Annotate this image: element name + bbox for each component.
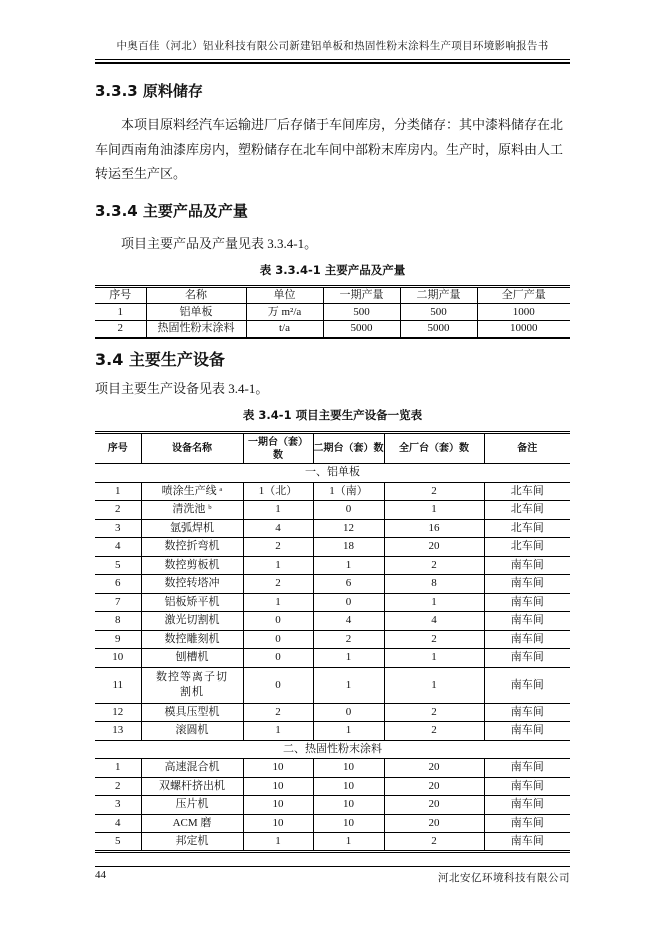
table-cell: 8	[95, 612, 141, 631]
column-header: 二期产量	[400, 287, 477, 304]
table-row	[95, 593, 570, 612]
column-header: 全厂产量	[477, 287, 570, 304]
table-cell: 1	[95, 304, 146, 321]
table-cell: 1	[384, 501, 484, 520]
table-cell: 0	[243, 612, 313, 631]
table-cell: 北车间	[484, 519, 570, 538]
table-cell: 南车间	[484, 777, 570, 796]
table-header-row	[95, 287, 570, 304]
table-cell: 2	[384, 703, 484, 722]
table-cell: 2	[384, 556, 484, 575]
table-cell: 铝单板	[146, 304, 246, 321]
table-cell: 9	[95, 630, 141, 649]
heading-3-3-4: 3.3.4 主要产品及产量	[95, 202, 248, 220]
table-row	[95, 612, 570, 631]
table-cell: 南车间	[484, 703, 570, 722]
table-cell: 喷涂生产线 ᵃ	[141, 482, 243, 501]
table-row	[95, 777, 570, 796]
table-cell: t/a	[246, 321, 323, 338]
page-number: 44	[95, 869, 106, 881]
table-cell: 南车间	[484, 833, 570, 852]
column-header: 全厂台（套）数	[384, 433, 484, 464]
table-cell: 数控剪板机	[141, 556, 243, 575]
footer-rule	[95, 866, 570, 867]
table-cell: 模具压型机	[141, 703, 243, 722]
table-cell: 10	[243, 777, 313, 796]
table-cell: 2	[313, 630, 384, 649]
table-cell: 4	[95, 538, 141, 557]
table-cell: 20	[384, 814, 484, 833]
table-cell: 刨槽机	[141, 649, 243, 668]
table-cell: 1	[95, 482, 141, 501]
group-row	[95, 464, 570, 483]
table-cell: 2	[243, 538, 313, 557]
heading-3-4: 3.4 主要生产设备	[95, 350, 225, 369]
table-cell: 北车间	[484, 501, 570, 520]
table-cell: 6	[313, 575, 384, 594]
table-row	[95, 796, 570, 815]
table-cell: 高速混合机	[141, 759, 243, 778]
table-cell: 压片机	[141, 796, 243, 815]
table-cell: 18	[313, 538, 384, 557]
table-row	[95, 519, 570, 538]
table-cell: 1	[243, 593, 313, 612]
column-header: 一期产量	[323, 287, 400, 304]
table-cell: 南车间	[484, 814, 570, 833]
products-table	[95, 285, 570, 339]
table-cell: 数控雕刻机	[141, 630, 243, 649]
table-cell: 1	[384, 667, 484, 703]
table-cell: 10	[243, 814, 313, 833]
table-cell: 10	[243, 759, 313, 778]
table-cell: 4	[313, 612, 384, 631]
footer-company: 河北安亿环境科技有限公司	[438, 873, 570, 884]
table-cell: 2	[95, 321, 146, 338]
table-cell: 铝板矫平机	[141, 593, 243, 612]
table-row	[95, 630, 570, 649]
table-cell: 4	[243, 519, 313, 538]
paragraph-products: 项目主要产品及产量见表 3.3.4-1。	[121, 236, 318, 251]
table-cell: 0	[243, 649, 313, 668]
table-cell: 数控等离子切割机	[141, 667, 243, 703]
table-row	[95, 667, 570, 703]
table-caption-equipment: 表 3.4-1 项目主要生产设备一览表	[242, 408, 423, 422]
table-cell: 2	[384, 482, 484, 501]
table-cell: 数控转塔冲	[141, 575, 243, 594]
table-cell: 1	[384, 593, 484, 612]
column-header: 名称	[146, 287, 246, 304]
table-cell: 1	[313, 667, 384, 703]
table-cell: 5	[95, 833, 141, 852]
table-row	[95, 759, 570, 778]
table-cell: 3	[95, 519, 141, 538]
table-cell: 12	[95, 703, 141, 722]
table-cell: 10	[95, 649, 141, 668]
table-cell: 5	[95, 556, 141, 575]
table-cell: 6	[95, 575, 141, 594]
table-row	[95, 304, 570, 321]
table-cell: 南车间	[484, 593, 570, 612]
table-cell: 0	[243, 667, 313, 703]
table-cell: 南车间	[484, 649, 570, 668]
table-cell: 1	[243, 556, 313, 575]
table-cell: 北车间	[484, 538, 570, 557]
table-cell: 500	[323, 304, 400, 321]
table-cell: 2	[384, 630, 484, 649]
table-row	[95, 538, 570, 557]
table-row	[95, 722, 570, 741]
table-cell: 3	[95, 796, 141, 815]
table-cell: 8	[384, 575, 484, 594]
column-header: 一期台（套）数	[243, 433, 313, 464]
table-cell: 1	[95, 759, 141, 778]
table-row	[95, 703, 570, 722]
table-cell: 清洗池 ᵇ	[141, 501, 243, 520]
table-row	[95, 575, 570, 594]
table-cell: 4	[384, 612, 484, 631]
table-cell: 南车间	[484, 575, 570, 594]
heading-3-3-3: 3.3.3 原料储存	[95, 82, 203, 100]
table-cell: 1	[243, 501, 313, 520]
table-cell: 滚圆机	[141, 722, 243, 741]
table-cell: 2	[95, 777, 141, 796]
table-row	[95, 649, 570, 668]
table-cell: 7	[95, 593, 141, 612]
table-cell: 双螺杆挤出机	[141, 777, 243, 796]
table-cell: 10	[313, 814, 384, 833]
table-cell: 北车间	[484, 482, 570, 501]
table-cell: 南车间	[484, 667, 570, 703]
table-cell: 南车间	[484, 630, 570, 649]
table-cell: 南车间	[484, 612, 570, 631]
group-title: 一、铝单板	[95, 464, 570, 483]
table-row	[95, 556, 570, 575]
table-cell: 5000	[400, 321, 477, 338]
table-cell: 1000	[477, 304, 570, 321]
running-header: 中奥百佳（河北）铝业科技有限公司新建铝单板和热固性粉末涂料生产项目环境影响报告书	[116, 41, 549, 52]
table-cell: 南车间	[484, 556, 570, 575]
table-cell: 0	[313, 703, 384, 722]
column-header: 序号	[95, 433, 141, 464]
column-header: 序号	[95, 287, 146, 304]
table-cell: 1	[313, 833, 384, 852]
group-row	[95, 740, 570, 759]
table-cell: 20	[384, 759, 484, 778]
table-cell: 0	[313, 593, 384, 612]
table-row	[95, 501, 570, 520]
table-cell: 南车间	[484, 759, 570, 778]
table-cell: 1（南）	[313, 482, 384, 501]
table-cell: 16	[384, 519, 484, 538]
table-cell: 2	[95, 501, 141, 520]
table-cell: 0	[313, 501, 384, 520]
table-cell: 12	[313, 519, 384, 538]
table-caption-products: 表 3.3.4-1 主要产品及产量	[259, 263, 406, 277]
table-cell: 热固性粉末涂料	[146, 321, 246, 338]
table-row	[95, 321, 570, 338]
table-cell: 13	[95, 722, 141, 741]
table-cell: 南车间	[484, 796, 570, 815]
table-cell: 10	[313, 777, 384, 796]
table-cell: 1	[243, 722, 313, 741]
table-cell: 11	[95, 667, 141, 703]
table-cell: 10	[313, 759, 384, 778]
table-row	[95, 814, 570, 833]
table-cell: ACM 磨	[141, 814, 243, 833]
table-cell: 2	[243, 703, 313, 722]
table-cell: 20	[384, 796, 484, 815]
table-cell: 1	[313, 649, 384, 668]
table-cell: 10000	[477, 321, 570, 338]
table-row	[95, 833, 570, 852]
table-cell: 激光切割机	[141, 612, 243, 631]
table-cell: 2	[243, 575, 313, 594]
table-cell: 20	[384, 777, 484, 796]
table-cell: 10	[313, 796, 384, 815]
table-cell: 2	[384, 722, 484, 741]
column-header: 二期台（套）数	[313, 433, 384, 464]
table-cell: 南车间	[484, 722, 570, 741]
table-cell: 1	[313, 556, 384, 575]
table-cell: 4	[95, 814, 141, 833]
table-cell: 邦定机	[141, 833, 243, 852]
paragraph-storage: 本项目原料经汽车运输进厂后存储于车间库房，分类储存：其中漆料储存在北车间西南角油漆库房内，塑粉储存在北车间中部粉末库房内。生产时，原料由人工转运至生产区。	[95, 117, 564, 181]
column-header: 设备名称	[141, 433, 243, 464]
equipment-table	[95, 431, 570, 853]
paragraph-equipment: 项目主要生产设备见表 3.4-1。	[95, 381, 269, 396]
table-cell: 10	[243, 796, 313, 815]
table-cell: 5000	[323, 321, 400, 338]
table-cell: 500	[400, 304, 477, 321]
table-cell: 2	[384, 833, 484, 852]
table-cell: 氩弧焊机	[141, 519, 243, 538]
table-cell: 1	[313, 722, 384, 741]
table-cell: 0	[243, 630, 313, 649]
table-cell: 1（北）	[243, 482, 313, 501]
table-cell: 1	[243, 833, 313, 852]
table-cell: 万 m²/a	[246, 304, 323, 321]
table-cell: 1	[384, 649, 484, 668]
column-header: 单位	[246, 287, 323, 304]
header-rule	[95, 59, 570, 64]
table-cell: 20	[384, 538, 484, 557]
table-row	[95, 482, 570, 501]
group-title: 二、热固性粉末涂料	[95, 740, 570, 759]
column-header: 备注	[484, 433, 570, 464]
table-cell: 数控折弯机	[141, 538, 243, 557]
table-header-row	[95, 433, 570, 464]
